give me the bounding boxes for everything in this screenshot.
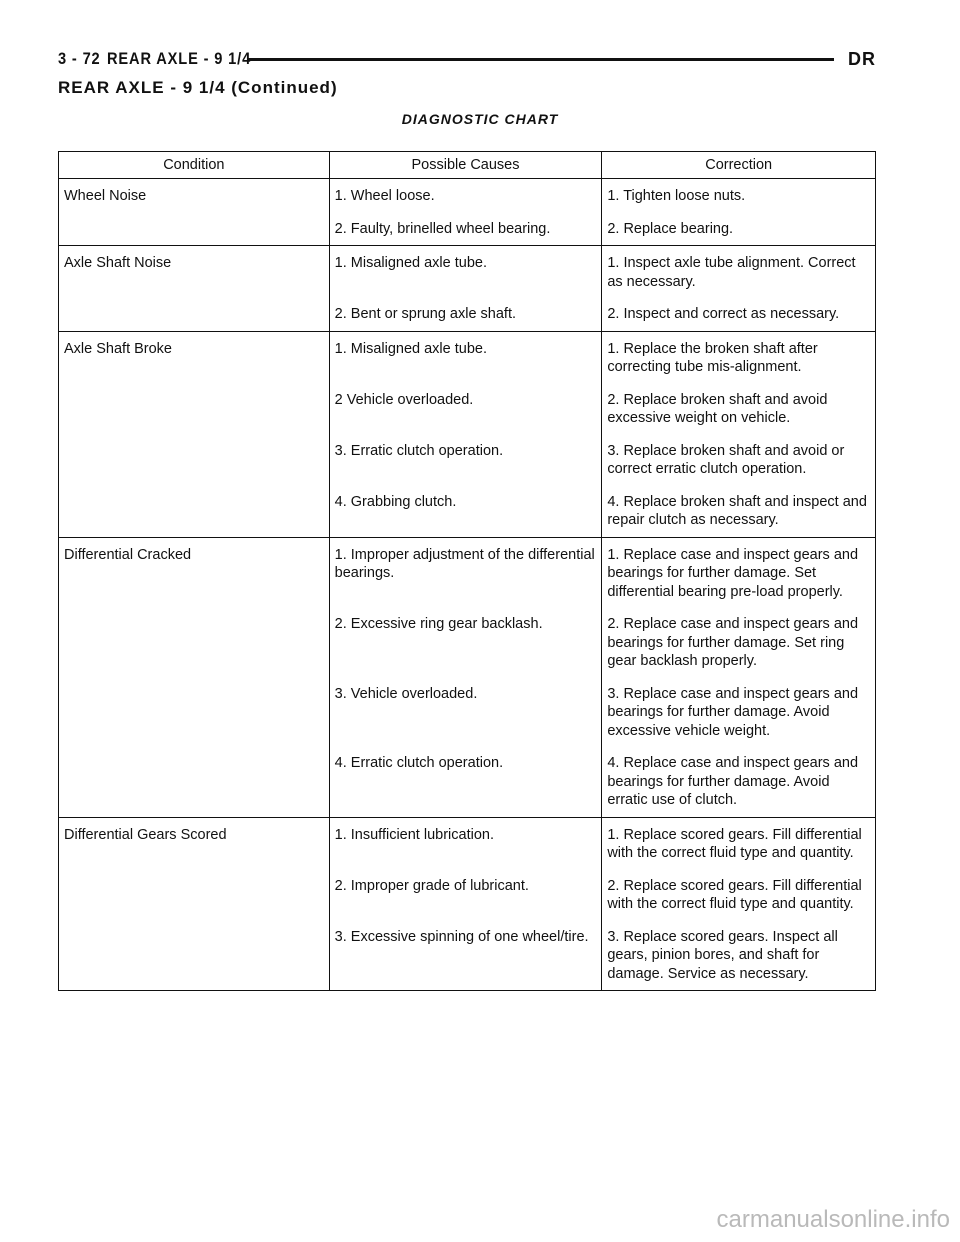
correction-cell: 3. Replace scored gears. Inspect all gears, pinion bores, and shaft for damage. Service as necessary.: [602, 921, 876, 991]
condition-cell: [59, 486, 330, 538]
condition-cell: Axle Shaft Broke: [59, 331, 330, 384]
correction-cell: 4. Replace case and inspect gears and bearings for further damage. Avoid erratic use of clutch.: [602, 747, 876, 817]
continued-heading: REAR AXLE - 9 1/4 (Continued): [58, 78, 338, 97]
cause-cell: 2. Bent or sprung axle shaft.: [329, 298, 602, 331]
correction-cell: 2. Inspect and correct as necessary.: [602, 298, 876, 331]
correction-cell: 4. Replace broken shaft and inspect and repair clutch as necessary.: [602, 486, 876, 538]
table-row: [59, 213, 876, 246]
page-header: [58, 46, 876, 72]
header-possible-causes: Possible Causes: [329, 152, 602, 179]
table-row: [59, 747, 876, 817]
condition-cell: [59, 213, 330, 246]
page-number: 3 - 72: [58, 49, 101, 68]
condition-cell: Differential Cracked: [59, 537, 330, 608]
condition-cell: [59, 870, 330, 921]
section-title: REAR AXLE - 9 1/4: [107, 49, 252, 68]
condition-cell: [59, 298, 330, 331]
diagnostic-table: [58, 151, 876, 991]
table-row: [59, 246, 876, 299]
condition-cell: [59, 921, 330, 991]
condition-cell: [59, 384, 330, 435]
cause-cell: 4. Erratic clutch operation.: [329, 747, 602, 817]
cause-cell: 2. Faulty, brinelled wheel bearing.: [329, 213, 602, 246]
cause-cell: 1. Misaligned axle tube.: [329, 331, 602, 384]
cause-cell: 1. Misaligned axle tube.: [329, 246, 602, 299]
condition-cell: Wheel Noise: [59, 179, 330, 213]
table-header-row: [59, 152, 876, 179]
correction-cell: 3. Replace case and inspect gears and bearings for further damage. Avoid excessive vehicle weight.: [602, 678, 876, 748]
header-correction: Correction: [602, 152, 876, 179]
table-row: [59, 537, 876, 608]
condition-cell: [59, 435, 330, 486]
table-row: [59, 921, 876, 991]
table-row: [59, 608, 876, 678]
table-row: [59, 298, 876, 331]
cause-cell: 3. Erratic clutch operation.: [329, 435, 602, 486]
header-rule: [247, 58, 834, 61]
table-row: [59, 384, 876, 435]
correction-cell: 2. Replace scored gears. Fill differential with the correct fluid type and quantity.: [602, 870, 876, 921]
table-row: [59, 435, 876, 486]
correction-cell: 1. Replace scored gears. Fill differential with the correct fluid type and quantity.: [602, 817, 876, 870]
table-row: [59, 179, 876, 213]
chart-title: DIAGNOSTIC CHART: [401, 111, 559, 127]
table-row: [59, 817, 876, 870]
table-row: [59, 486, 876, 538]
table-row: [59, 331, 876, 384]
header-condition: Condition: [59, 152, 330, 179]
correction-cell: 1. Tighten loose nuts.: [602, 179, 876, 213]
cause-cell: 1. Wheel loose.: [329, 179, 602, 213]
cause-cell: 2 Vehicle overloaded.: [329, 384, 602, 435]
cause-cell: 2. Excessive ring gear backlash.: [329, 608, 602, 678]
condition-cell: [59, 747, 330, 817]
cause-cell: 3. Vehicle overloaded.: [329, 678, 602, 748]
model-code: DR: [848, 48, 876, 69]
cause-cell: 1. Insufficient lubrication.: [329, 817, 602, 870]
correction-cell: 1. Replace case and inspect gears and bearings for further damage. Set differential bearing pre-load properly.: [602, 537, 876, 608]
table-body: [59, 179, 876, 991]
cause-cell: 2. Improper grade of lubricant.: [329, 870, 602, 921]
correction-cell: 1. Replace the broken shaft after correcting tube mis-alignment.: [602, 331, 876, 384]
condition-cell: [59, 608, 330, 678]
correction-cell: 1. Inspect axle tube alignment. Correct as necessary.: [602, 246, 876, 299]
correction-cell: 3. Replace broken shaft and avoid or correct erratic clutch operation.: [602, 435, 876, 486]
cause-cell: 4. Grabbing clutch.: [329, 486, 602, 538]
correction-cell: 2. Replace broken shaft and avoid excessive weight on vehicle.: [602, 384, 876, 435]
condition-cell: [59, 678, 330, 748]
correction-cell: 2. Replace case and inspect gears and bearings for further damage. Set ring gear backlash properly.: [602, 608, 876, 678]
condition-cell: Axle Shaft Noise: [59, 246, 330, 299]
watermark: carmanualsonline.info: [716, 1206, 950, 1233]
cause-cell: 3. Excessive spinning of one wheel/tire.: [329, 921, 602, 991]
cause-cell: 1. Improper adjustment of the differential bearings.: [329, 537, 602, 608]
table-row: [59, 870, 876, 921]
table-row: [59, 678, 876, 748]
correction-cell: 2. Replace bearing.: [602, 213, 876, 246]
condition-cell: Differential Gears Scored: [59, 817, 330, 870]
